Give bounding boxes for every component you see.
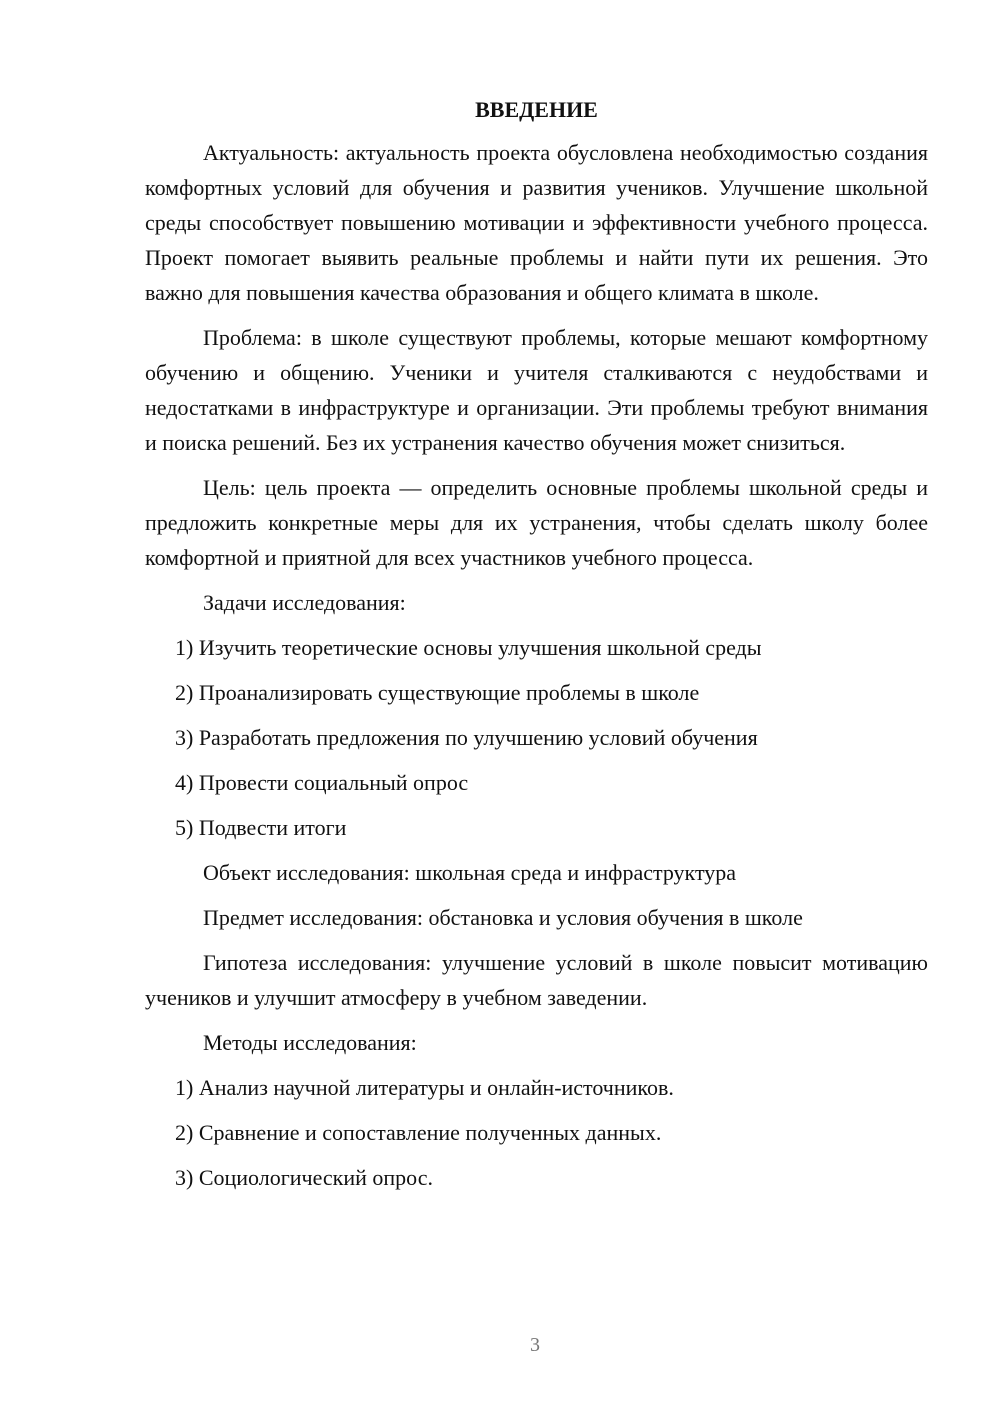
task-item: 2) Проанализировать существующие проблемы в школе	[175, 680, 700, 705]
method-item: 2) Сравнение и сопоставление полученных данных.	[175, 1120, 662, 1145]
task-item: 5) Подвести итоги	[175, 815, 347, 840]
methods-heading: Методы исследования:	[203, 1030, 417, 1055]
page-title: ВВЕДЕНИЕ	[475, 97, 598, 122]
method-item: 1) Анализ научной литературы и онлайн-источников.	[175, 1075, 674, 1100]
goal-paragraph: Цель: цель проекта — определить основные проблемы школьной среды и предложить конкретные меры для их устранения, чтобы сделать школу более комфортной и приятной для всех участников учебного процесса.	[145, 475, 928, 570]
subject-line: Предмет исследования: обстановка и условия обучения в школе	[203, 905, 803, 930]
object-line: Объект исследования: школьная среда и инфраструктура	[203, 860, 737, 885]
problem-paragraph: Проблема: в школе существуют проблемы, которые мешают комфортному обучению и общению. Ученики и учителя сталкиваются с неудобствами и недостатками в инфраструктуре и организации. Эти проблемы требуют внимания и поиска решений. Без их устранения качество обучения может снизиться.	[145, 325, 928, 455]
task-item: 4) Провести социальный опрос	[175, 770, 469, 795]
task-item: 1) Изучить теоретические основы улучшения школьной среды	[175, 635, 762, 660]
method-item: 3) Социологический опрос.	[175, 1165, 433, 1190]
hypothesis-paragraph: Гипотеза исследования: улучшение условий в школе повысит мотивацию учеников и улучшит атмосферу в учебном заведении.	[145, 950, 928, 1010]
relevance-paragraph: Актуальность: актуальность проекта обусловлена необходимостью создания комфортных условий для обучения и развития учеников. Улучшение школьной среды способствует повышению мотивации и эффективности учебного процесса. Проект помогает выявить реальные проблемы и найти пути их решения. Это важно для повышения качества образования и общего климата в школе.	[145, 140, 928, 305]
page-number: 3	[530, 1334, 540, 1356]
task-item: 3) Разработать предложения по улучшению условий обучения	[175, 725, 758, 750]
tasks-heading: Задачи исследования:	[203, 590, 406, 615]
